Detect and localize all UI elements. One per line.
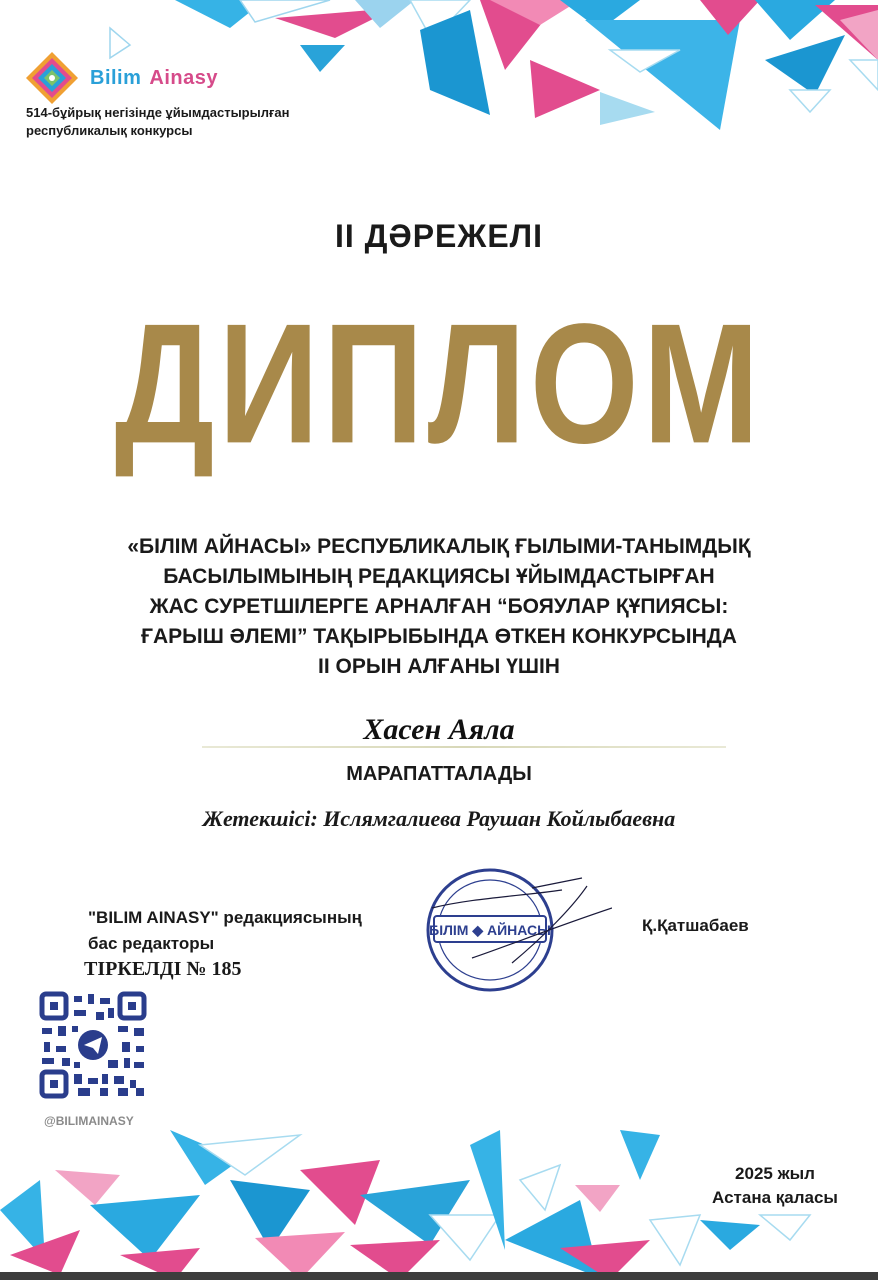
signer-name: Қ.Қатшабаев bbox=[642, 916, 749, 935]
diploma-title: ДИПЛОМ bbox=[114, 287, 764, 479]
recipient-name: Хасен Аяла bbox=[363, 713, 515, 746]
reason-line: ҒАРЫШ ӘЛЕМІ” ТАҚЫРЫБЫНДА ӨТКЕН КОНКУРСЫНДА bbox=[141, 625, 737, 648]
logo-wordmark bbox=[90, 67, 218, 90]
year-label: 2025 жыл bbox=[735, 1164, 815, 1183]
logo-word-ainasy: Ainasy bbox=[149, 66, 218, 89]
award-reason bbox=[60, 532, 818, 682]
organizer-line: 514-бұйрық негізінде ұйымдастырылған республикалық конкурсы bbox=[26, 105, 290, 138]
reason-line: II ОРЫН АЛҒАНЫ ҮШІН bbox=[318, 655, 560, 678]
date-place bbox=[700, 1162, 850, 1210]
brand-logo bbox=[24, 50, 218, 106]
stamp-center-text: БІЛІМ ◆ АЙНАСЫ bbox=[429, 922, 551, 938]
qr-code-icon[interactable] bbox=[38, 990, 148, 1100]
editor-line-1: "BILIM AINASY" редакциясының bbox=[88, 908, 362, 927]
reason-line: БАСЫЛЫМЫНЫҢ РЕДАКЦИЯСЫ ҰЙЫМДАСТЫРҒАН bbox=[163, 565, 715, 588]
registration-number: ТІРКЕЛДІ № 185 bbox=[84, 958, 242, 980]
city-label: Астана қаласы bbox=[712, 1188, 838, 1207]
editor-title bbox=[88, 905, 362, 957]
bilim-ainasy-logo-icon bbox=[24, 50, 80, 106]
logo-word-bilim: Bilim bbox=[90, 66, 142, 89]
awarded-label: МАРАПАТТАЛАДЫ bbox=[346, 763, 532, 785]
mentor-line: Жетекшісі: Ислямгалиева Раушан Койлыбаевна bbox=[202, 806, 676, 831]
reason-line: ЖАС СУРЕТШІЛЕРГЕ АРНАЛҒАН “БОЯУЛАР ҚҰПИЯСЫ: bbox=[149, 595, 729, 618]
seal-stamp-icon bbox=[412, 868, 612, 998]
reason-line: «БІЛІМ АЙНАСЫ» РЕСПУБЛИКАЛЫҚ ҒЫЛЫМИ-ТАНЫМДЫҚ bbox=[127, 535, 751, 558]
name-underline bbox=[202, 746, 726, 748]
editor-line-2: бас редакторы bbox=[88, 934, 215, 953]
degree-heading: II ДӘРЕЖЕЛІ bbox=[335, 218, 543, 254]
bottom-edge-bar bbox=[0, 1272, 878, 1280]
social-handle: @BILIMAINASY bbox=[44, 1114, 134, 1128]
